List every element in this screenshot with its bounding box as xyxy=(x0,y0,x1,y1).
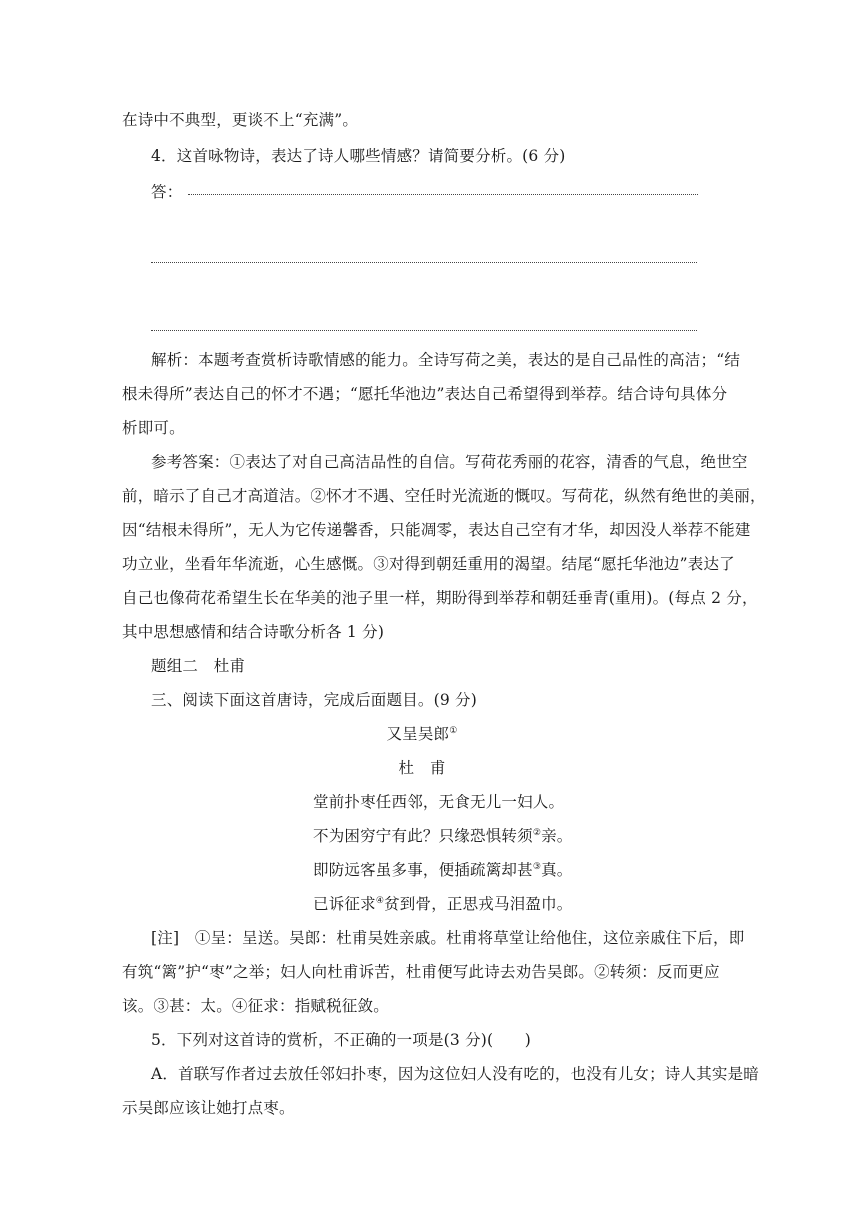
reference-line-1: 参考答案：①表达了对自己高洁品性的自信。写荷花秀丽的花容，清香的气息，绝世空 xyxy=(151,453,748,471)
notes-line-2: 有筑“篱”护“枣”之举；妇人向杜甫诉苦，杜甫便写此诗去劝告吴郎。②转须：反而更应 xyxy=(122,963,720,981)
reference-line-3: 因“结根未得所”，无人为它传递馨香，只能凋零，表达自己空有才华，却因没人举荐不能建 xyxy=(122,521,751,539)
reference-line-4: 功立业，坐看年华流逝，心生感慨。③对得到朝廷重用的渴望。结尾“愿托华池边”表达了 xyxy=(122,555,735,573)
poem-line-4-pre: 已诉征求 xyxy=(313,895,376,913)
answer-line-2[interactable] xyxy=(151,262,697,263)
poem-line-2-post: 亲。 xyxy=(541,827,573,845)
poem-line-4-post: 贫到骨，正思戎马泪盈巾。 xyxy=(384,895,573,913)
option-a-line-1: A．首联写作者过去放任邻妇扑枣，因为这位妇人没有吃的，也没有儿女；诗人其实是暗 xyxy=(151,1065,759,1083)
analysis-line-2: 根未得所”表达自己的怀才不遇；“愿托华池边”表达自己希望得到举荐。结合诗句具体分 xyxy=(122,385,728,403)
analysis-line-3: 析即可。 xyxy=(122,419,185,437)
answer-line-1[interactable] xyxy=(188,194,698,195)
option-a-line-2: 示吴郎应该让她打点枣。 xyxy=(122,1099,295,1117)
reference-line-6: 其中思想感情和结合诗歌分析各 1 分) xyxy=(122,623,385,641)
poem-line-1 xyxy=(313,792,564,812)
notes-line-1: [注] ①呈：呈送。吴郎：杜甫吴姓亲戚。杜甫将草堂让给他住，这位亲戚住下后，即 xyxy=(151,929,745,947)
poem-line-2 xyxy=(313,826,573,846)
notes-line-3: 该。③甚：太。④征求：指赋税征敛。 xyxy=(122,997,389,1015)
reference-line-2: 前，暗示了自己才高道洁。②怀才不遇、空任时光流逝的慨叹。写荷花，纵然有绝世的美丽， xyxy=(122,487,766,505)
question-4: 4．这首咏物诗，表达了诗人哪些情感？请简要分析。(6 分) xyxy=(151,147,566,165)
poem-line-4-note: ④ xyxy=(375,896,385,906)
poem-title xyxy=(322,724,522,744)
poem-line-3-post: 真。 xyxy=(541,861,573,879)
poem-line-2-note: ② xyxy=(532,828,542,838)
poem-author: 杜 甫 xyxy=(398,759,446,777)
poem-line-1-text: 堂前扑枣任西邻，无食无儿一妇人。 xyxy=(313,793,565,811)
answer-line-3[interactable] xyxy=(151,330,697,331)
poem-title-note: ① xyxy=(449,726,458,736)
group-2-title: 题组二 杜甫 xyxy=(151,657,246,675)
answer-label: 答： xyxy=(151,183,183,201)
poem-line-3 xyxy=(313,860,573,880)
poem-line-3-pre: 即防远客虽多事，便插疏篱却甚 xyxy=(313,861,533,879)
question-5: 5．下列对这首诗的赏析，不正确的一项是(3 分)( ) xyxy=(151,1031,531,1049)
section-3-heading: 三、阅读下面这首唐诗，完成后面题目。(9 分) xyxy=(151,691,477,709)
poem-line-3-note: ③ xyxy=(532,862,542,872)
poem-line-2-pre: 不为困穷宁有此？只缘恐惧转须 xyxy=(313,827,533,845)
reference-line-5: 自己也像荷花希望生长在华美的池子里一样，期盼得到举荐和朝廷垂青(重用)。(每点 2 分， xyxy=(122,589,758,607)
previous-answer-tail: 在诗中不典型，更谈不上“充满”。 xyxy=(122,111,359,129)
poem-line-4 xyxy=(313,894,573,914)
analysis-line-1: 解析：本题考查赏析诗歌情感的能力。全诗写荷之美，表达的是自己品性的高洁；“结 xyxy=(151,351,741,369)
poem-title-text: 又呈吴郎 xyxy=(386,725,450,743)
